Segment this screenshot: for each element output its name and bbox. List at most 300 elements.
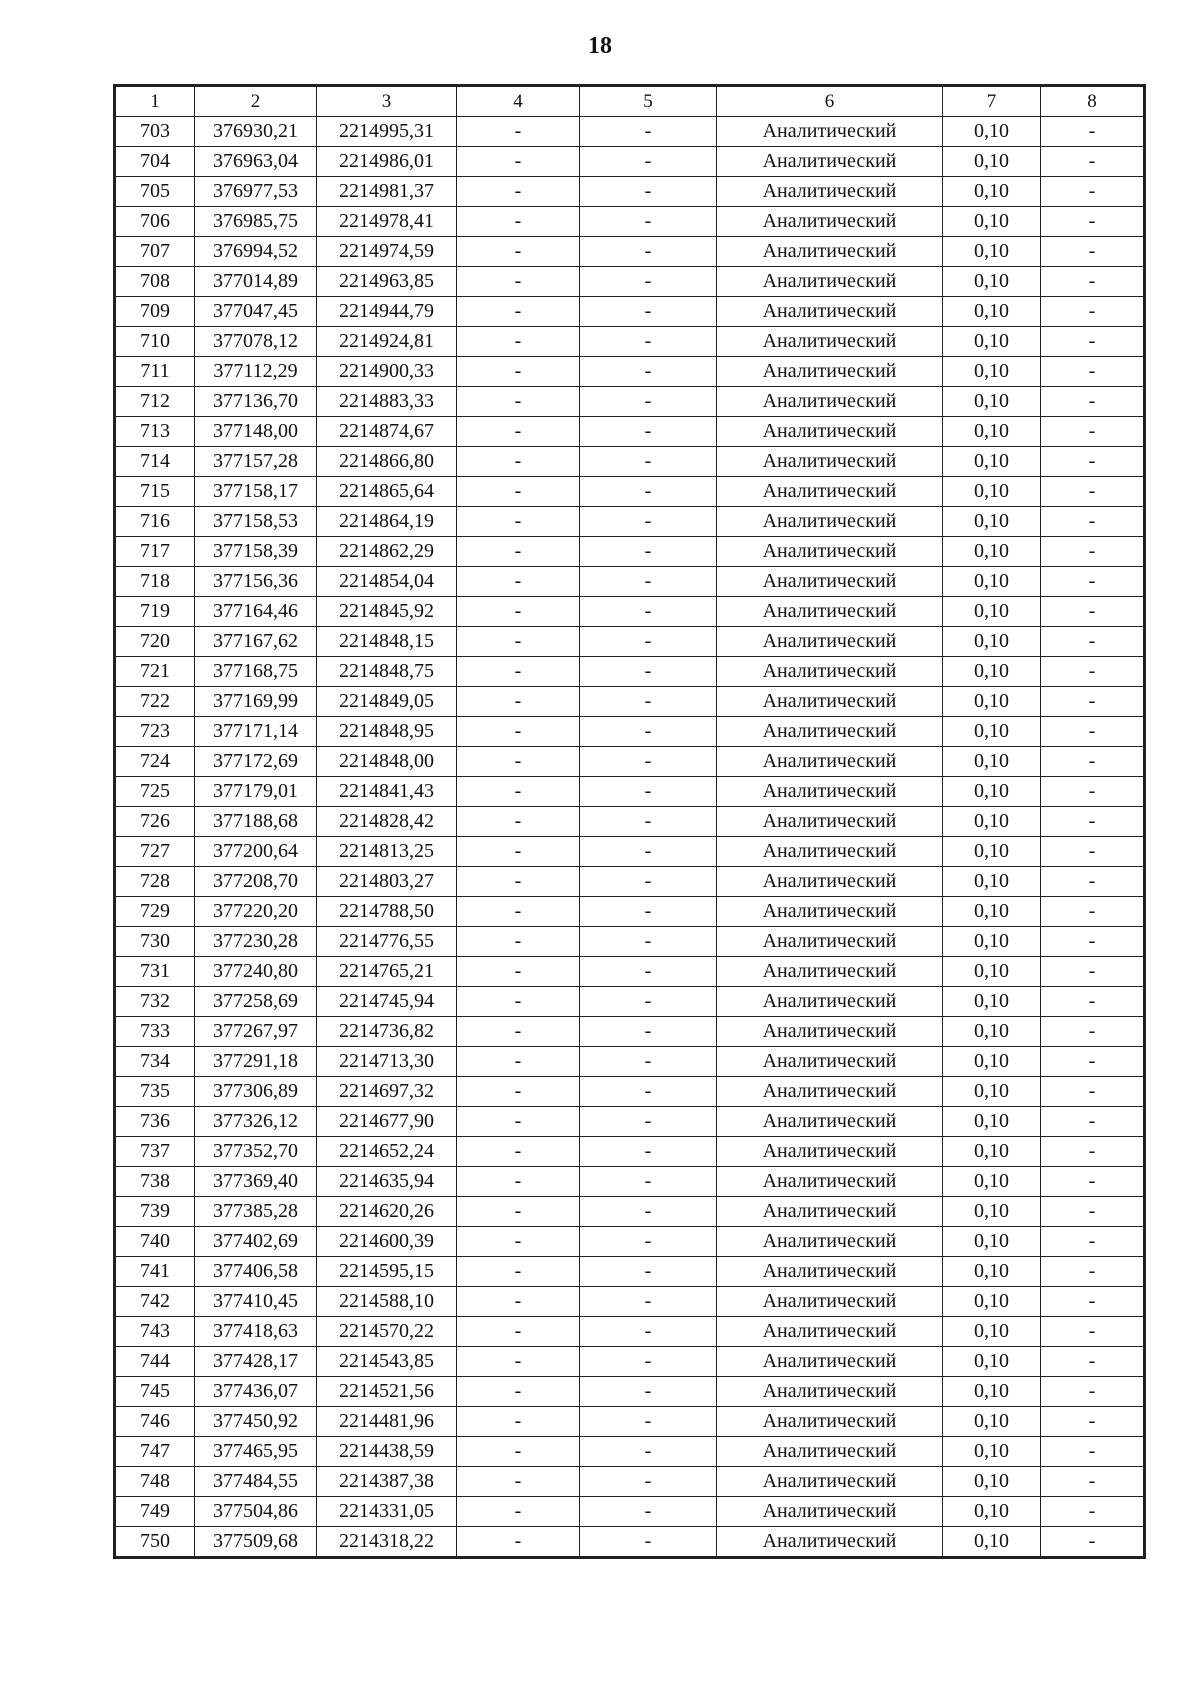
x-coordinate-cell: 377504,86 [195, 1497, 317, 1527]
col5-cell: - [580, 837, 717, 867]
x-coordinate-cell: 377402,69 [195, 1227, 317, 1257]
x-coordinate-cell: 377168,75 [195, 657, 317, 687]
col5-cell: - [580, 1227, 717, 1257]
x-coordinate-cell: 376994,52 [195, 237, 317, 267]
point-number-cell: 717 [116, 537, 195, 567]
col4-cell: - [457, 1137, 580, 1167]
method-cell: Аналитический [717, 1077, 943, 1107]
x-coordinate-cell: 377484,55 [195, 1467, 317, 1497]
accuracy-cell: 0,10 [943, 207, 1041, 237]
col4-cell: - [457, 387, 580, 417]
col4-cell: - [457, 297, 580, 327]
header-row [116, 87, 1144, 117]
point-number-cell: 705 [116, 177, 195, 207]
method-cell: Аналитический [717, 207, 943, 237]
col5-cell: - [580, 927, 717, 957]
table-row [116, 447, 1144, 477]
y-coordinate-cell: 2214883,33 [317, 387, 457, 417]
table-row [116, 1107, 1144, 1137]
x-coordinate-cell: 377179,01 [195, 777, 317, 807]
y-coordinate-cell: 2214864,19 [317, 507, 457, 537]
col5-cell: - [580, 867, 717, 897]
col5-cell: - [580, 267, 717, 297]
method-cell: Аналитический [717, 1257, 943, 1287]
col5-cell: - [580, 1437, 717, 1467]
accuracy-cell: 0,10 [943, 507, 1041, 537]
col4-cell: - [457, 1047, 580, 1077]
y-coordinate-cell: 2214776,55 [317, 927, 457, 957]
col4-cell: - [457, 237, 580, 267]
point-number-cell: 704 [116, 147, 195, 177]
y-coordinate-cell: 2214318,22 [317, 1527, 457, 1557]
x-coordinate-cell: 377172,69 [195, 747, 317, 777]
table-row [116, 387, 1144, 417]
header-cell: 1 [116, 87, 195, 117]
accuracy-cell: 0,10 [943, 627, 1041, 657]
col4-cell: - [457, 1167, 580, 1197]
method-cell: Аналитический [717, 597, 943, 627]
col5-cell: - [580, 627, 717, 657]
col8-cell: - [1041, 327, 1144, 357]
col8-cell: - [1041, 1287, 1144, 1317]
col5-cell: - [580, 1197, 717, 1227]
point-number-cell: 731 [116, 957, 195, 987]
col4-cell: - [457, 207, 580, 237]
col5-cell: - [580, 1467, 717, 1497]
col4-cell: - [457, 1317, 580, 1347]
y-coordinate-cell: 2214963,85 [317, 267, 457, 297]
accuracy-cell: 0,10 [943, 1077, 1041, 1107]
y-coordinate-cell: 2214848,15 [317, 627, 457, 657]
method-cell: Аналитический [717, 507, 943, 537]
accuracy-cell: 0,10 [943, 1527, 1041, 1557]
x-coordinate-cell: 377078,12 [195, 327, 317, 357]
x-coordinate-cell: 377188,68 [195, 807, 317, 837]
method-cell: Аналитический [717, 1107, 943, 1137]
accuracy-cell: 0,10 [943, 957, 1041, 987]
table-row [116, 1017, 1144, 1047]
col8-cell: - [1041, 597, 1144, 627]
col8-cell: - [1041, 687, 1144, 717]
y-coordinate-cell: 2214713,30 [317, 1047, 457, 1077]
table-row [116, 717, 1144, 747]
table-row [116, 807, 1144, 837]
method-cell: Аналитический [717, 1017, 943, 1047]
x-coordinate-cell: 377164,46 [195, 597, 317, 627]
col5-cell: - [580, 1377, 717, 1407]
y-coordinate-cell: 2214981,37 [317, 177, 457, 207]
method-cell: Аналитический [717, 1467, 943, 1497]
accuracy-cell: 0,10 [943, 1227, 1041, 1257]
point-number-cell: 730 [116, 927, 195, 957]
y-coordinate-cell: 2214521,56 [317, 1377, 457, 1407]
accuracy-cell: 0,10 [943, 357, 1041, 387]
x-coordinate-cell: 376963,04 [195, 147, 317, 177]
y-coordinate-cell: 2214745,94 [317, 987, 457, 1017]
col5-cell: - [580, 687, 717, 717]
y-coordinate-cell: 2214438,59 [317, 1437, 457, 1467]
accuracy-cell: 0,10 [943, 477, 1041, 507]
col4-cell: - [457, 1377, 580, 1407]
table-row [116, 1167, 1144, 1197]
y-coordinate-cell: 2214677,90 [317, 1107, 457, 1137]
accuracy-cell: 0,10 [943, 897, 1041, 927]
col4-cell: - [457, 927, 580, 957]
col4-cell: - [457, 477, 580, 507]
point-number-cell: 712 [116, 387, 195, 417]
col5-cell: - [580, 1017, 717, 1047]
point-number-cell: 723 [116, 717, 195, 747]
accuracy-cell: 0,10 [943, 147, 1041, 177]
method-cell: Аналитический [717, 447, 943, 477]
method-cell: Аналитический [717, 657, 943, 687]
table-row [116, 507, 1144, 537]
y-coordinate-cell: 2214841,43 [317, 777, 457, 807]
y-coordinate-cell: 2214595,15 [317, 1257, 457, 1287]
col8-cell: - [1041, 1527, 1144, 1557]
x-coordinate-cell: 377220,20 [195, 897, 317, 927]
method-cell: Аналитический [717, 1527, 943, 1557]
x-coordinate-cell: 377465,95 [195, 1437, 317, 1467]
table-row [116, 1467, 1144, 1497]
col5-cell: - [580, 327, 717, 357]
y-coordinate-cell: 2214924,81 [317, 327, 457, 357]
col5-cell: - [580, 117, 717, 147]
col4-cell: - [457, 867, 580, 897]
col4-cell: - [457, 1107, 580, 1137]
col4-cell: - [457, 177, 580, 207]
y-coordinate-cell: 2214697,32 [317, 1077, 457, 1107]
col4-cell: - [457, 1527, 580, 1557]
col4-cell: - [457, 1287, 580, 1317]
col4-cell: - [457, 627, 580, 657]
accuracy-cell: 0,10 [943, 1137, 1041, 1167]
y-coordinate-cell: 2214765,21 [317, 957, 457, 987]
header-cell: 4 [457, 87, 580, 117]
col4-cell: - [457, 507, 580, 537]
table-row [116, 417, 1144, 447]
point-number-cell: 735 [116, 1077, 195, 1107]
y-coordinate-cell: 2214543,85 [317, 1347, 457, 1377]
col8-cell: - [1041, 777, 1144, 807]
point-number-cell: 742 [116, 1287, 195, 1317]
col4-cell: - [457, 597, 580, 627]
y-coordinate-cell: 2214620,26 [317, 1197, 457, 1227]
col5-cell: - [580, 297, 717, 327]
col5-cell: - [580, 537, 717, 567]
y-coordinate-cell: 2214803,27 [317, 867, 457, 897]
x-coordinate-cell: 377258,69 [195, 987, 317, 1017]
col5-cell: - [580, 1167, 717, 1197]
table-row [116, 327, 1144, 357]
point-number-cell: 703 [116, 117, 195, 147]
col8-cell: - [1041, 507, 1144, 537]
point-number-cell: 737 [116, 1137, 195, 1167]
table-row [116, 477, 1144, 507]
col5-cell: - [580, 1257, 717, 1287]
col8-cell: - [1041, 1107, 1144, 1137]
method-cell: Аналитический [717, 1317, 943, 1347]
col4-cell: - [457, 837, 580, 867]
point-number-cell: 719 [116, 597, 195, 627]
y-coordinate-cell: 2214862,29 [317, 537, 457, 567]
x-coordinate-cell: 377171,14 [195, 717, 317, 747]
point-number-cell: 713 [116, 417, 195, 447]
point-number-cell: 724 [116, 747, 195, 777]
x-coordinate-cell: 377158,53 [195, 507, 317, 537]
accuracy-cell: 0,10 [943, 837, 1041, 867]
col5-cell: - [580, 717, 717, 747]
x-coordinate-cell: 377200,64 [195, 837, 317, 867]
accuracy-cell: 0,10 [943, 807, 1041, 837]
x-coordinate-cell: 377369,40 [195, 1167, 317, 1197]
method-cell: Аналитический [717, 1287, 943, 1317]
header-cell: 2 [195, 87, 317, 117]
table-row [116, 207, 1144, 237]
col5-cell: - [580, 447, 717, 477]
x-coordinate-cell: 377047,45 [195, 297, 317, 327]
y-coordinate-cell: 2214788,50 [317, 897, 457, 927]
x-coordinate-cell: 377326,12 [195, 1107, 317, 1137]
col8-cell: - [1041, 477, 1144, 507]
table-row [116, 1287, 1144, 1317]
col5-cell: - [580, 237, 717, 267]
point-number-cell: 750 [116, 1527, 195, 1557]
point-number-cell: 721 [116, 657, 195, 687]
y-coordinate-cell: 2214974,59 [317, 237, 457, 267]
table-row [116, 747, 1144, 777]
col8-cell: - [1041, 1197, 1144, 1227]
x-coordinate-cell: 377352,70 [195, 1137, 317, 1167]
y-coordinate-cell: 2214865,64 [317, 477, 457, 507]
col4-cell: - [457, 447, 580, 477]
col5-cell: - [580, 777, 717, 807]
x-coordinate-cell: 377240,80 [195, 957, 317, 987]
col5-cell: - [580, 807, 717, 837]
col8-cell: - [1041, 237, 1144, 267]
accuracy-cell: 0,10 [943, 297, 1041, 327]
col8-cell: - [1041, 537, 1144, 567]
table-row [116, 117, 1144, 147]
col8-cell: - [1041, 867, 1144, 897]
method-cell: Аналитический [717, 1137, 943, 1167]
y-coordinate-cell: 2214828,42 [317, 807, 457, 837]
x-coordinate-cell: 377267,97 [195, 1017, 317, 1047]
col4-cell: - [457, 537, 580, 567]
y-coordinate-cell: 2214848,95 [317, 717, 457, 747]
col8-cell: - [1041, 357, 1144, 387]
col4-cell: - [457, 1197, 580, 1227]
col5-cell: - [580, 207, 717, 237]
table-row [116, 687, 1144, 717]
col8-cell: - [1041, 1497, 1144, 1527]
col4-cell: - [457, 657, 580, 687]
point-number-cell: 709 [116, 297, 195, 327]
col4-cell: - [457, 897, 580, 927]
col8-cell: - [1041, 657, 1144, 687]
accuracy-cell: 0,10 [943, 747, 1041, 777]
y-coordinate-cell: 2214900,33 [317, 357, 457, 387]
table-row [116, 1437, 1144, 1467]
y-coordinate-cell: 2214570,22 [317, 1317, 457, 1347]
col8-cell: - [1041, 1407, 1144, 1437]
accuracy-cell: 0,10 [943, 987, 1041, 1017]
point-number-cell: 741 [116, 1257, 195, 1287]
table-row [116, 1227, 1144, 1257]
x-coordinate-cell: 377385,28 [195, 1197, 317, 1227]
col8-cell: - [1041, 177, 1144, 207]
table-row [116, 1137, 1144, 1167]
method-cell: Аналитический [717, 327, 943, 357]
col4-cell: - [457, 327, 580, 357]
x-coordinate-cell: 377230,28 [195, 927, 317, 957]
method-cell: Аналитический [717, 1047, 943, 1077]
table-row [116, 567, 1144, 597]
table-row [116, 1257, 1144, 1287]
coordinates-table [115, 86, 1144, 1557]
table-row [116, 147, 1144, 177]
col8-cell: - [1041, 747, 1144, 777]
method-cell: Аналитический [717, 867, 943, 897]
point-number-cell: 747 [116, 1437, 195, 1467]
method-cell: Аналитический [717, 687, 943, 717]
point-number-cell: 740 [116, 1227, 195, 1257]
method-cell: Аналитический [717, 927, 943, 957]
col5-cell: - [580, 957, 717, 987]
col4-cell: - [457, 117, 580, 147]
point-number-cell: 744 [116, 1347, 195, 1377]
method-cell: Аналитический [717, 417, 943, 447]
accuracy-cell: 0,10 [943, 417, 1041, 447]
accuracy-cell: 0,10 [943, 567, 1041, 597]
method-cell: Аналитический [717, 237, 943, 267]
table-row [116, 1497, 1144, 1527]
method-cell: Аналитический [717, 837, 943, 867]
col4-cell: - [457, 777, 580, 807]
col5-cell: - [580, 1407, 717, 1437]
point-number-cell: 720 [116, 627, 195, 657]
x-coordinate-cell: 377509,68 [195, 1527, 317, 1557]
x-coordinate-cell: 377291,18 [195, 1047, 317, 1077]
accuracy-cell: 0,10 [943, 1497, 1041, 1527]
col5-cell: - [580, 477, 717, 507]
x-coordinate-cell: 377158,17 [195, 477, 317, 507]
y-coordinate-cell: 2214652,24 [317, 1137, 457, 1167]
table-body [116, 117, 1144, 1557]
col4-cell: - [457, 1077, 580, 1107]
table-row [116, 1407, 1144, 1437]
page-number: 18 [588, 33, 612, 59]
x-coordinate-cell: 377306,89 [195, 1077, 317, 1107]
col8-cell: - [1041, 1347, 1144, 1377]
method-cell: Аналитический [717, 147, 943, 177]
y-coordinate-cell: 2214481,96 [317, 1407, 457, 1437]
x-coordinate-cell: 377167,62 [195, 627, 317, 657]
col4-cell: - [457, 1497, 580, 1527]
col8-cell: - [1041, 1467, 1144, 1497]
method-cell: Аналитический [717, 1227, 943, 1257]
method-cell: Аналитический [717, 1377, 943, 1407]
point-number-cell: 718 [116, 567, 195, 597]
accuracy-cell: 0,10 [943, 927, 1041, 957]
method-cell: Аналитический [717, 987, 943, 1017]
accuracy-cell: 0,10 [943, 1347, 1041, 1377]
x-coordinate-cell: 376977,53 [195, 177, 317, 207]
y-coordinate-cell: 2214588,10 [317, 1287, 457, 1317]
col8-cell: - [1041, 987, 1144, 1017]
col8-cell: - [1041, 1377, 1144, 1407]
point-number-cell: 734 [116, 1047, 195, 1077]
col8-cell: - [1041, 837, 1144, 867]
y-coordinate-cell: 2214854,04 [317, 567, 457, 597]
method-cell: Аналитический [717, 537, 943, 567]
y-coordinate-cell: 2214986,01 [317, 147, 457, 177]
point-number-cell: 746 [116, 1407, 195, 1437]
method-cell: Аналитический [717, 1497, 943, 1527]
col5-cell: - [580, 507, 717, 537]
y-coordinate-cell: 2214600,39 [317, 1227, 457, 1257]
x-coordinate-cell: 377014,89 [195, 267, 317, 297]
col8-cell: - [1041, 717, 1144, 747]
point-number-cell: 710 [116, 327, 195, 357]
col4-cell: - [457, 987, 580, 1017]
point-number-cell: 727 [116, 837, 195, 867]
accuracy-cell: 0,10 [943, 237, 1041, 267]
accuracy-cell: 0,10 [943, 717, 1041, 747]
y-coordinate-cell: 2214848,75 [317, 657, 457, 687]
point-number-cell: 748 [116, 1467, 195, 1497]
col5-cell: - [580, 1347, 717, 1377]
point-number-cell: 725 [116, 777, 195, 807]
accuracy-cell: 0,10 [943, 777, 1041, 807]
x-coordinate-cell: 377406,58 [195, 1257, 317, 1287]
y-coordinate-cell: 2214874,67 [317, 417, 457, 447]
y-coordinate-cell: 2214849,05 [317, 687, 457, 717]
accuracy-cell: 0,10 [943, 1407, 1041, 1437]
col5-cell: - [580, 147, 717, 177]
col5-cell: - [580, 1137, 717, 1167]
accuracy-cell: 0,10 [943, 1047, 1041, 1077]
table-row [116, 957, 1144, 987]
col8-cell: - [1041, 1437, 1144, 1467]
header-cell: 8 [1041, 87, 1144, 117]
accuracy-cell: 0,10 [943, 447, 1041, 477]
accuracy-cell: 0,10 [943, 1197, 1041, 1227]
method-cell: Аналитический [717, 807, 943, 837]
table-row [116, 1527, 1144, 1557]
method-cell: Аналитический [717, 777, 943, 807]
accuracy-cell: 0,10 [943, 177, 1041, 207]
method-cell: Аналитический [717, 117, 943, 147]
x-coordinate-cell: 377112,29 [195, 357, 317, 387]
col5-cell: - [580, 177, 717, 207]
point-number-cell: 728 [116, 867, 195, 897]
point-number-cell: 722 [116, 687, 195, 717]
table-row [116, 867, 1144, 897]
accuracy-cell: 0,10 [943, 1437, 1041, 1467]
col8-cell: - [1041, 297, 1144, 327]
col4-cell: - [457, 1467, 580, 1497]
y-coordinate-cell: 2214995,31 [317, 117, 457, 147]
accuracy-cell: 0,10 [943, 687, 1041, 717]
point-number-cell: 715 [116, 477, 195, 507]
table-row [116, 357, 1144, 387]
col5-cell: - [580, 1497, 717, 1527]
col5-cell: - [580, 1317, 717, 1347]
col5-cell: - [580, 1107, 717, 1137]
col5-cell: - [580, 747, 717, 777]
method-cell: Аналитический [717, 627, 943, 657]
